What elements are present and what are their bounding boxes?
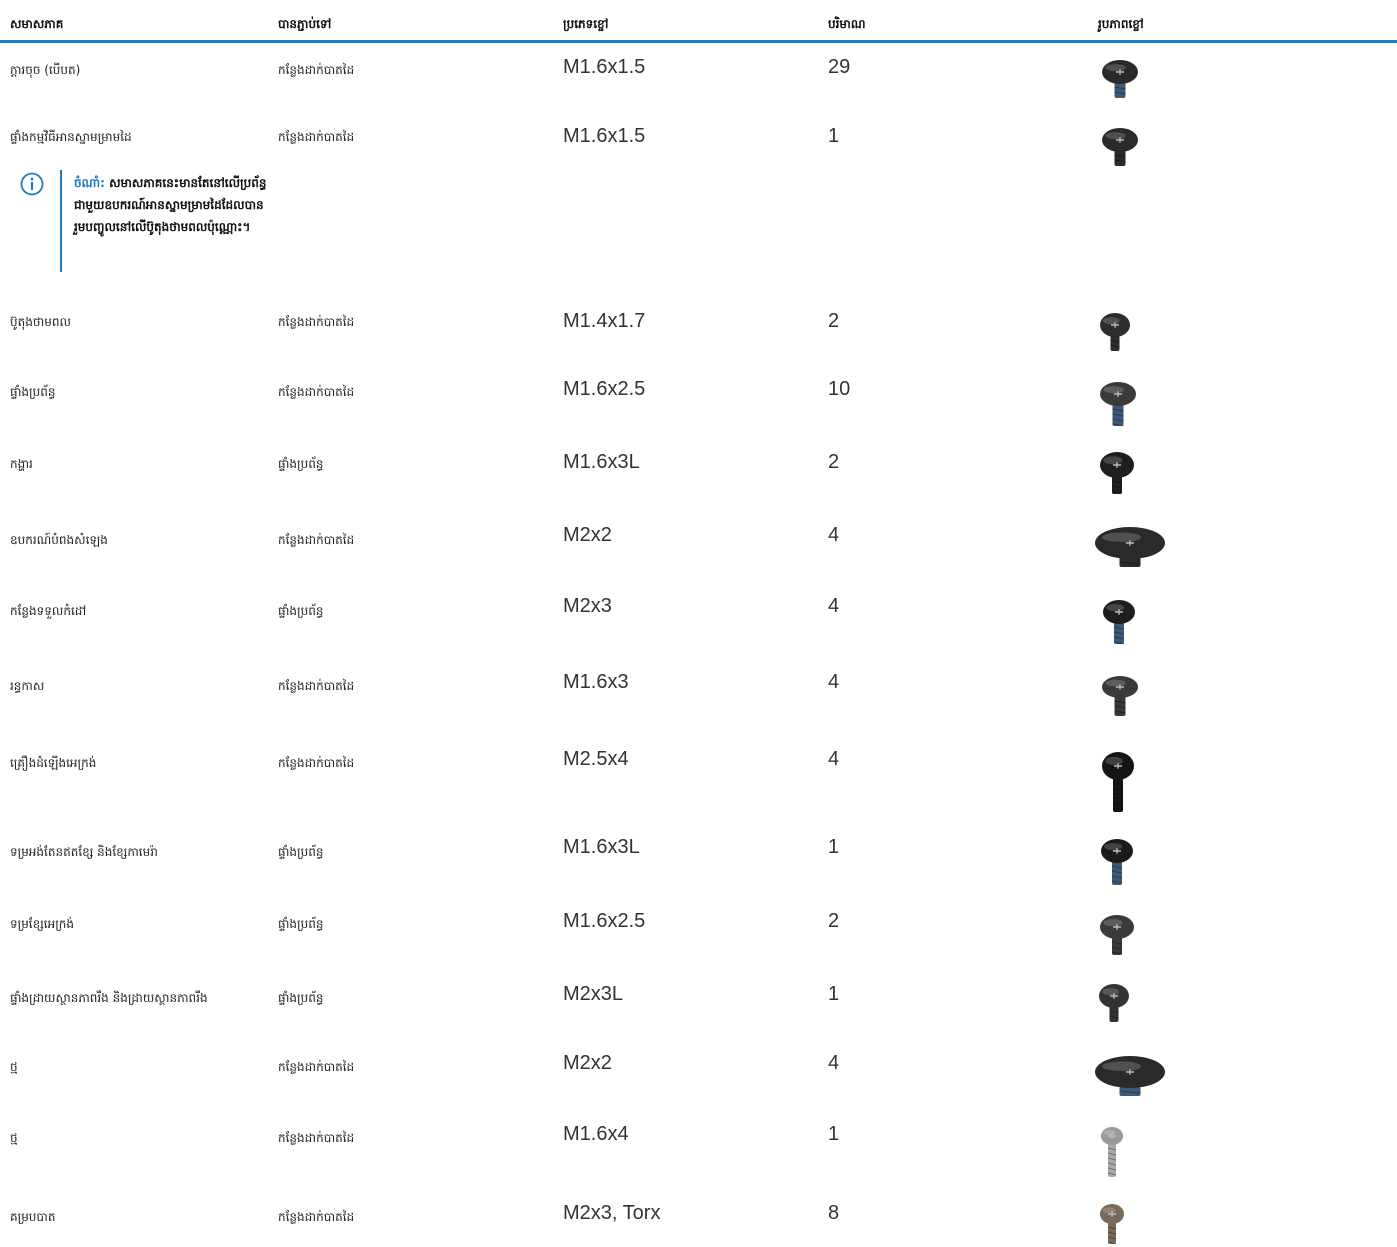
screw-type-cell: M1.6x2.5 bbox=[563, 910, 646, 932]
screw-image bbox=[1097, 379, 1139, 429]
quantity-cell: 1 bbox=[828, 1123, 840, 1145]
screw-type-cell: M2x3L bbox=[563, 983, 624, 1005]
quantity-cell: 1 bbox=[828, 836, 840, 858]
secured-to-cell: ផ្ទាំងប្រព័ន្ធ bbox=[278, 917, 324, 931]
secured-to-cell: កន្លែងដាក់បាតដៃ bbox=[278, 130, 355, 144]
component-cell: ថ្ម bbox=[10, 1060, 18, 1074]
secured-to-cell: កន្លែងដាក់បាតដៃ bbox=[278, 1131, 355, 1145]
table-header bbox=[0, 0, 1397, 44]
component-cell: រន្ធកាស bbox=[10, 679, 45, 693]
screw-image bbox=[1099, 749, 1137, 815]
header-rule bbox=[0, 40, 1397, 43]
screw-highlight bbox=[1103, 1130, 1115, 1135]
screw-highlight bbox=[1106, 132, 1126, 139]
component-cell: ប៊ូតុងថាមពល bbox=[10, 315, 71, 329]
screw-image bbox=[1097, 310, 1133, 354]
screw-highlight bbox=[1106, 64, 1126, 71]
screw-highlight bbox=[1102, 1207, 1115, 1213]
quantity-cell: 4 bbox=[828, 595, 840, 617]
component-cell: ទម្រអង់តែនឥតខ្សែ និងខ្សែកាមេរ៉ា bbox=[10, 845, 158, 859]
screw-image bbox=[1097, 1201, 1127, 1247]
info-icon bbox=[20, 172, 44, 196]
secured-to-cell: កន្លែងដាក់បាតដៃ bbox=[278, 756, 355, 770]
quantity-cell: 2 bbox=[828, 451, 840, 473]
secured-to-cell: ផ្ទាំងប្រព័ន្ធ bbox=[278, 991, 324, 1005]
screw-highlight bbox=[1103, 317, 1120, 324]
component-cell: ផ្ទាំងកម្មវិធីអានស្នាមម្រាមដៃ bbox=[10, 130, 132, 144]
screw-highlight bbox=[1106, 680, 1126, 687]
screw-highlight bbox=[1102, 988, 1119, 995]
quantity-cell: 4 bbox=[828, 671, 840, 693]
header-component: សមាសភាគ bbox=[10, 17, 64, 31]
secured-to-cell: ផ្ទាំងប្រព័ន្ធ bbox=[278, 604, 324, 618]
secured-to-cell: កន្លែងដាក់បាតដៃ bbox=[278, 533, 355, 547]
screw-highlight bbox=[1102, 532, 1141, 542]
screw-highlight bbox=[1103, 456, 1122, 464]
note-callout bbox=[20, 170, 267, 272]
screw-image bbox=[1099, 57, 1141, 101]
quantity-cell: 1 bbox=[828, 125, 840, 147]
screw-image bbox=[1097, 912, 1137, 958]
screw-type-cell: M2x3 bbox=[563, 595, 612, 617]
screw-type-cell: M1.6x2.5 bbox=[563, 378, 646, 400]
component-cell: កន្លែងទទួលកំដៅ bbox=[10, 604, 87, 618]
component-cell: ឧបករណ៍បំពងសំឡេង bbox=[10, 533, 108, 547]
screw-type-cell: M2x2 bbox=[563, 524, 612, 546]
screw-image bbox=[1097, 1124, 1127, 1180]
screw-image bbox=[1092, 524, 1168, 570]
note-text bbox=[74, 172, 274, 238]
screw-image bbox=[1098, 836, 1136, 888]
header-secured-to: បានភ្ជាប់ទៅ bbox=[278, 17, 332, 31]
note-label: ចំណាំ: bbox=[74, 176, 105, 190]
note-bar bbox=[60, 170, 62, 272]
quantity-cell: 8 bbox=[828, 1202, 840, 1224]
screw-type-cell: M1.4x1.7 bbox=[563, 310, 646, 332]
screw-highlight bbox=[1106, 604, 1124, 611]
screw-highlight bbox=[1105, 757, 1123, 765]
screw-image bbox=[1100, 597, 1138, 647]
secured-to-cell: ផ្ទាំងប្រព័ន្ធ bbox=[278, 845, 324, 859]
secured-to-cell: កន្លែងដាក់បាតដៃ bbox=[278, 679, 355, 693]
screw-highlight bbox=[1102, 1061, 1141, 1071]
component-cell: គម្របបាត bbox=[10, 1210, 56, 1224]
header-screw-image: រូបភាពខ្ចៅ bbox=[1098, 17, 1144, 31]
screw-image bbox=[1096, 981, 1132, 1025]
component-cell: ផ្ទាំងប្រព័ន្ធ bbox=[10, 385, 56, 399]
screw-image bbox=[1092, 1053, 1168, 1099]
screw-type-cell: M1.6x1.5 bbox=[563, 56, 646, 78]
screw-type-cell: M2.5x4 bbox=[563, 748, 629, 770]
screw-type-cell: M1.6x4 bbox=[563, 1123, 629, 1145]
note-body: សមាសភាគនេះមានតែនៅលើប្រព័ន្ធជាមួយឧបករណ៍អានស្នាមម្រាមដៃដែលបានរួមបញ្ចូលនៅលើប៊ូតុងថាមពលប៉ុណ្ណោះ។ bbox=[74, 176, 267, 234]
screw-type-cell: M2x2 bbox=[563, 1052, 612, 1074]
quantity-cell: 4 bbox=[828, 1052, 840, 1074]
component-cell: ផ្ទាំងដ្រាយស្ថានភាពរឹង និងដ្រាយស្ថានភាពរឹង bbox=[10, 991, 208, 1005]
screw-highlight bbox=[1104, 843, 1122, 850]
component-cell: កង្ហារ bbox=[10, 457, 33, 471]
secured-to-cell: កន្លែងដាក់បាតដៃ bbox=[278, 1210, 355, 1224]
screw-type-cell: M1.6x1.5 bbox=[563, 125, 646, 147]
screw-type-cell: M2x3, Torx bbox=[563, 1202, 661, 1224]
secured-to-cell: ផ្ទាំងប្រព័ន្ធ bbox=[278, 457, 324, 471]
quantity-cell: 29 bbox=[828, 56, 851, 78]
component-cell: គ្រឿងដំឡើងអេក្រង់ bbox=[10, 756, 97, 770]
quantity-cell: 1 bbox=[828, 983, 840, 1005]
quantity-cell: 4 bbox=[828, 748, 840, 770]
screw-image bbox=[1099, 673, 1141, 719]
secured-to-cell: កន្លែងដាក់បាតដៃ bbox=[278, 385, 355, 399]
header-quantity: បរិមាណ bbox=[828, 17, 866, 31]
quantity-cell: 2 bbox=[828, 910, 840, 932]
secured-to-cell: កន្លែងដាក់បាតដៃ bbox=[278, 1060, 355, 1074]
screw-type-cell: M1.6x3L bbox=[563, 451, 640, 473]
screw-highlight bbox=[1104, 386, 1124, 393]
screw-type-cell: M1.6x3 bbox=[563, 671, 629, 693]
screw-image bbox=[1097, 449, 1137, 497]
screw-type-cell: M1.6x3L bbox=[563, 836, 640, 858]
component-cell: ទម្រខ្សែអេក្រង់ bbox=[10, 917, 75, 931]
screw-highlight bbox=[1103, 919, 1122, 926]
quantity-cell: 10 bbox=[828, 378, 851, 400]
quantity-cell: 4 bbox=[828, 524, 840, 546]
quantity-cell: 2 bbox=[828, 310, 840, 332]
header-screw-type: ប្រភេទខ្ចៅ bbox=[563, 17, 609, 31]
component-cell: ក្តារចុច (បើបត) bbox=[10, 63, 81, 77]
component-cell: ថ្ម bbox=[10, 1131, 18, 1145]
secured-to-cell: កន្លែងដាក់បាតដៃ bbox=[278, 63, 355, 77]
secured-to-cell: កន្លែងដាក់បាតដៃ bbox=[278, 315, 355, 329]
screw-image bbox=[1099, 125, 1141, 169]
